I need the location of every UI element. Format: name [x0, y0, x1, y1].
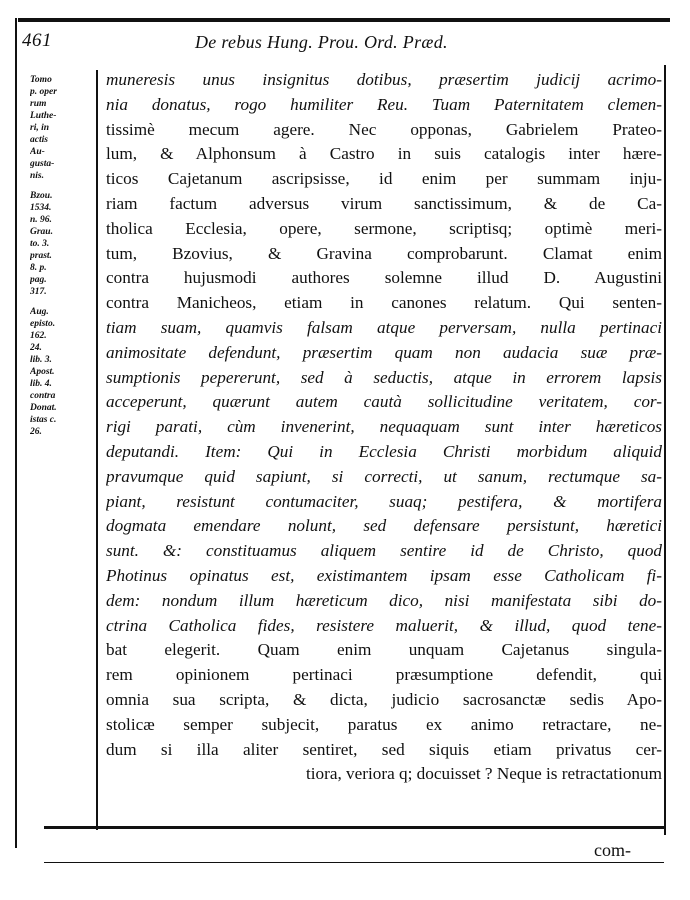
margin-note-line: ri, in [30, 123, 50, 133]
page-number: 461 [22, 30, 52, 51]
body-line: muneresis unus insignitus dotibus, præsertim judicij acrimo- [106, 70, 662, 89]
margin-note-line: Apost. [30, 367, 55, 377]
margin-note-line: 317. [30, 287, 47, 297]
margin-note-line: Luthe- [30, 111, 57, 121]
bottom-rule [44, 862, 664, 863]
body-line: animositate defendunt, præsertim quam non audacia suæ præ- [106, 342, 662, 362]
body-line: dum si illa aliter sentiret, sed siquis etiam privatus cer- [106, 739, 662, 759]
body-line: tiam suam, quamvis falsam atque perversam, nulla pertinaci [106, 317, 662, 337]
body-line: contra Manicheos, etiam in canones relatum. Qui senten- [106, 293, 662, 313]
body-line: sunt. &: constituamus aliquem sentire id de Christo, quod [106, 541, 662, 561]
margin-note-line: lib. 3. [30, 355, 52, 365]
margin-note [30, 190, 88, 298]
margin-note-line: istas c. [30, 415, 57, 425]
column-rule [96, 70, 98, 830]
body-line: rem opinionem pertinaci præsumptione defendit, qui [106, 665, 662, 685]
margin-notes [30, 74, 88, 438]
margin-note-line: actis [30, 135, 48, 145]
margin-note-line: 26. [30, 427, 42, 437]
margin-note-gap [30, 182, 88, 190]
body-line: stolicæ semper subjecit, paratus ex animo retractare, ne- [106, 714, 662, 734]
body-line: piant, resistunt contumaciter, suaq; pestifera, & mortifera [106, 491, 662, 511]
footer-rule [44, 826, 664, 829]
margin-note-line: Au- [30, 147, 45, 157]
margin-note-line: 1534. [30, 203, 52, 213]
body-line: Photinus opinatus est, existimantem ipsam esse Catholicam fi- [106, 565, 662, 585]
margin-note-line: contra [30, 391, 56, 401]
body-line: sumptionis pepererunt, sed à seductis, atque in errorem lapsis [106, 367, 662, 387]
body-line: contra hujusmodi authores solemne illud D. Augustini [106, 268, 662, 288]
margin-note-line: episto. [30, 319, 56, 329]
margin-note-line: p. oper [30, 87, 57, 97]
body-line: ticos Cajetanum ascripsisse, id enim per summam inju- [106, 169, 662, 189]
body-line: nia donatus, rogo humiliter Reu. Tuam Paternitatem clemen- [106, 94, 662, 114]
body-line: tum, Bzovius, & Gravina comprobarunt. Clamat enim [106, 243, 662, 263]
margin-note-line: Grau. [30, 227, 53, 237]
body-line: tiora, veriora q; docuisset ? Neque is retractationum [305, 764, 662, 784]
body-line: tholica Ecclesia, opere, sermone, scriptisq; optimè meri- [106, 218, 662, 238]
margin-note-line: Donat. [30, 403, 57, 413]
body-line: acceperunt, quærunt autem cautà sollicitudine veritatem, cor- [106, 392, 662, 412]
margin-note-line: 8. p. [30, 263, 47, 273]
running-head: De rebus Hung. Prou. Ord. Præd. [195, 32, 448, 52]
right-border-rule [664, 65, 666, 835]
margin-note-line: 162. [30, 331, 47, 341]
body-line: deputandi. Item: Qui in Ecclesia Christi morbidum aliquid [106, 441, 662, 461]
margin-note-line: gusta- [30, 159, 55, 169]
margin-note-line: 24. [30, 343, 42, 353]
body-line: dogmata emendare nolunt, sed defensare persistunt, hæretici [106, 516, 662, 536]
margin-note [30, 306, 88, 438]
body-line: riam factum adversus virum sanctissimum, & de Ca- [106, 193, 662, 213]
margin-note-line: pag. [30, 275, 47, 285]
margin-note-line: Aug. [30, 307, 49, 317]
body-line: lum, & Alphonsum à Castro in suis catalogis inter hære- [106, 144, 662, 164]
margin-note-line: lib. 4. [30, 379, 52, 389]
margin-note-line: Bzou. [30, 191, 53, 201]
margin-note-line: prast. [30, 251, 52, 261]
body-line: omnia sua scripta, & dicta, judicio sacrosanctæ sedis Apo- [106, 689, 662, 709]
margin-note-line: nis. [30, 171, 44, 181]
margin-note-line: Tomo [30, 75, 52, 85]
catchword: com- [594, 840, 631, 860]
header-rule [18, 18, 670, 22]
body-line: ctrina Catholica fides, resistere maluerit, & illud, quod tene- [106, 615, 662, 635]
body-text [106, 68, 662, 787]
body-line: pravumque quid sapiunt, si correcti, ut sanum, rectumque sa- [106, 466, 662, 486]
body-line: bat elegerit. Quam enim unquam Cajetanus singula- [106, 640, 662, 660]
left-border-rule [15, 18, 17, 848]
margin-note-line: rum [30, 99, 47, 109]
body-line: dem: nondum illum hæreticum dico, nisi manifestata sibi do- [106, 590, 662, 610]
margin-note-line: to. 3. [30, 239, 50, 249]
body-line: tissimè mecum agere. Nec opponas, Gabrielem Prateo- [106, 119, 662, 139]
margin-note-gap [30, 298, 88, 306]
body-line: rigi parati, cùm invenerint, nequaquam sunt inter hæreticos [106, 417, 662, 437]
margin-note-line: n. 96. [30, 215, 52, 225]
margin-note [30, 74, 88, 182]
